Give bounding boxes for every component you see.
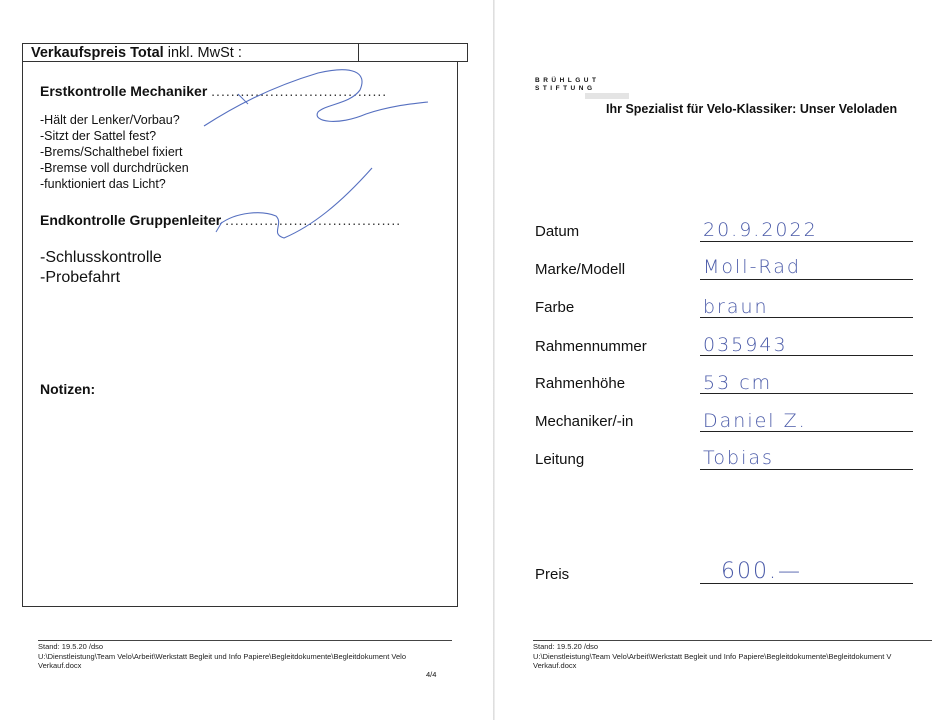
footer-file: Verkauf.docx	[533, 661, 577, 670]
final-item: -Schlusskontrolle	[40, 249, 162, 266]
check-item: -funktioniert das Licht?	[40, 177, 166, 191]
field-value-marke: Moll-Rad	[703, 256, 801, 278]
field-value-mechaniker: Daniel Z.	[703, 410, 807, 432]
total-price-box	[22, 43, 468, 62]
notes-label: Notizen:	[40, 381, 96, 397]
footer-file: Verkauf.docx	[38, 661, 82, 670]
shop-tagline: Ihr Spezialist für Velo-Klassiker: Unser Veloladen	[606, 102, 898, 116]
field-line-preis	[700, 583, 913, 584]
first-check-list	[40, 112, 189, 192]
footer-path: U:\Dienstleistung\Team Velo\Arbeit\Werkstatt Begleit und Info Papiere\Begleitdokumente\Begleitdokument V	[533, 651, 892, 661]
field-line-marke	[700, 279, 913, 280]
footer-stand: Stand: 19.5.20 /dso	[38, 642, 104, 651]
field-value-datum: 20.9.2022	[703, 219, 818, 241]
final-check-title: Endkontrolle Gruppenleiter ....................................	[40, 212, 402, 228]
field-label-datum: Datum	[535, 223, 580, 240]
footer-text	[38, 642, 406, 671]
field-label-marke: Marke/Modell	[535, 261, 626, 278]
field-line-mechaniker	[700, 431, 913, 432]
footer-path: U:\Dienstleistung\Team Velo\Arbeit\Werkstatt Begleit und Info Papiere\Begleitdokumente\Begleitdokument Velo	[38, 651, 406, 661]
field-value-leitung: Tobias	[703, 447, 774, 469]
check-item: -Bremse voll durchdrücken	[40, 161, 189, 175]
page-number: 4/4	[426, 670, 437, 679]
final-check-list	[40, 248, 162, 288]
footer-stand: Stand: 19.5.20 /dso	[533, 642, 599, 651]
check-item: -Brems/Schalthebel fixiert	[40, 145, 183, 159]
field-label-rahmennummer: Rahmennummer	[535, 338, 647, 355]
field-value-farbe: braun	[703, 296, 769, 318]
footer-rule	[533, 640, 932, 641]
stiftung-logo: BRÜHLGUT STIFTUNG	[535, 77, 599, 93]
field-label-leitung: Leitung	[535, 451, 585, 468]
field-value-rahmenhoehe: 53 cm	[703, 372, 773, 394]
field-label-preis: Preis	[535, 566, 570, 583]
final-item: -Probefahrt	[40, 269, 121, 286]
field-value-preis: 600.—	[721, 559, 802, 584]
field-line-rahmenhoehe	[700, 393, 913, 394]
footer-rule	[38, 640, 452, 641]
first-check-title: Erstkontrolle Mechaniker ....................................	[40, 83, 388, 99]
field-line-leitung	[700, 469, 913, 470]
field-line-farbe	[700, 317, 913, 318]
check-item: -Sitzt der Sattel fest?	[40, 129, 157, 143]
field-label-rahmenhoehe: Rahmenhöhe	[535, 375, 626, 392]
check-item: -Hält der Lenker/Vorbau?	[40, 113, 180, 127]
field-label-mechaniker: Mechaniker/-in	[535, 413, 634, 430]
field-label-farbe: Farbe	[535, 299, 575, 316]
total-price-divider	[358, 44, 359, 61]
total-price-label: Verkaufspreis Total inkl. MwSt :	[31, 45, 242, 61]
right-page	[495, 0, 932, 720]
footer-text	[533, 642, 891, 671]
field-line-rahmennummer	[700, 355, 913, 356]
field-line-datum	[700, 241, 913, 242]
field-value-rahmennummer: 035943	[703, 334, 788, 356]
